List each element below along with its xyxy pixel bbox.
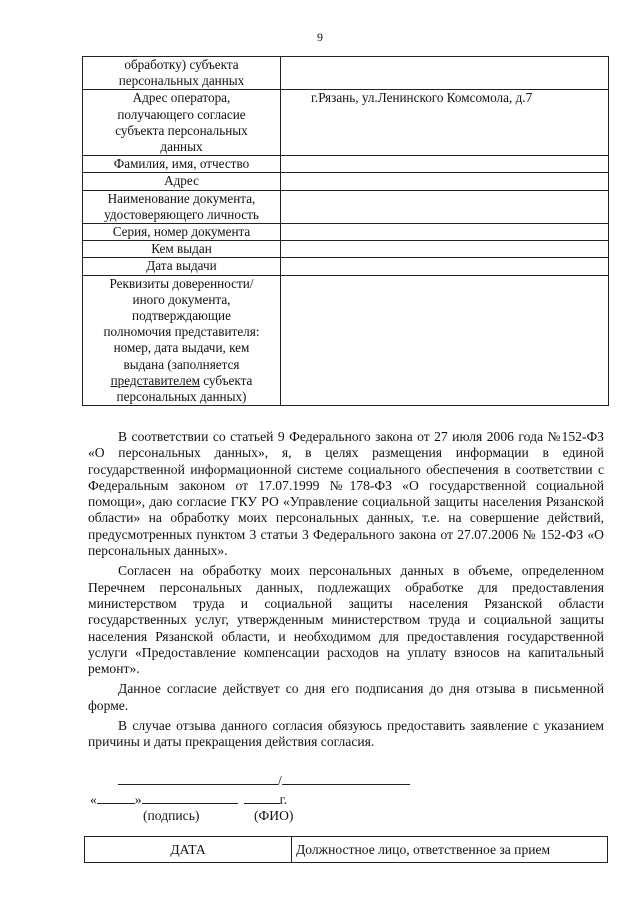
field-value[interactable]	[281, 275, 609, 406]
paragraph-legal-basis: В соответствии со статьей 9 Федерального закона от 27 июля 2006 года №152-ФЗ «О персональных данных», я, в целях размещения информации в единой государственной информационной системе социального обеспечения в соответствии с Федеральным законом от 17.07.1999 №178-ФЗ «О государственной социальной помощи», даю согласие ГКУ РО «Управление социальной защиты населения Рязанской области» на обработку моих персональных данных, т.е. на совершение действий, предусмотренных пунктом 3 статьи 3 Федерального закона от 27.07.2006 № 152-ФЗ «О персональных данных».	[88, 429, 604, 559]
field-value[interactable]	[281, 57, 609, 90]
table-row	[83, 156, 609, 173]
paragraph-validity: Данное согласие действует со дня его подписания до дня отзыва в письменной форме.	[88, 681, 604, 713]
personal-data-table	[82, 56, 609, 406]
field-label-line: персональных данных)	[116, 389, 247, 405]
quote-close: »	[134, 792, 142, 807]
footer-date-cell: ДАТА	[85, 837, 292, 863]
paragraph-consent-scope: Согласен на обработку моих персональных данных в объеме, определенном Перечнем персональных данных, подлежащих обработке для предоставления министерством труда и социальной защиты населения Рязанской области государственных услуг, утвержденным министерством труда и социальной защиты населения Рязанской области, и необходимом для предоставления государственной услуги «Предоставление компенсации расходов на уплату взносов на капитальный ремонт».	[88, 563, 604, 677]
table-row	[83, 173, 609, 190]
consent-text	[88, 429, 604, 755]
paragraph-withdrawal: В случае отзыва данного согласия обязуюсь предоставить заявление с указанием причины и даты прекращения действия согласия.	[88, 718, 604, 750]
field-value[interactable]	[281, 224, 609, 241]
field-value[interactable]	[281, 258, 609, 275]
field-label	[83, 173, 281, 190]
date-line[interactable]	[90, 791, 287, 808]
field-label-line: персональных данных	[118, 73, 245, 89]
field-label-line: Адрес	[164, 173, 199, 189]
acceptance-table	[84, 836, 608, 863]
field-label-line: номер, дата выдачи, кем	[113, 340, 250, 356]
field-label-line: Дата выдачи	[146, 258, 217, 274]
field-label	[83, 190, 281, 223]
field-label-line: Кем выдан	[151, 241, 212, 257]
field-label-line: Серия, номер документа	[112, 224, 251, 240]
field-label-line: обработку) субъекта	[124, 57, 239, 72]
field-label-line: представителем субъекта	[110, 372, 253, 388]
year-suffix: г.	[279, 792, 288, 807]
field-label	[83, 275, 281, 406]
footer-official-cell: Должностное лицо, ответственное за прием	[292, 837, 608, 863]
table-row	[83, 275, 609, 406]
field-label	[83, 90, 281, 156]
field-label	[83, 57, 281, 90]
field-label-line: удостоверяющего личность	[104, 206, 259, 222]
field-label-line: субъекта персональных	[115, 122, 248, 138]
field-value[interactable]	[281, 173, 609, 190]
field-value[interactable]: г.Рязань, ул.Ленинского Комсомола, д.7	[281, 90, 609, 156]
caption-name: (ФИО)	[254, 808, 294, 823]
field-label	[83, 156, 281, 173]
table-row	[83, 90, 609, 156]
table-row	[83, 241, 609, 258]
field-label-line: иного документа,	[132, 291, 231, 307]
table-row	[83, 224, 609, 241]
field-value[interactable]	[281, 156, 609, 173]
table-row	[83, 190, 609, 223]
field-label-line: Наименование документа,	[107, 190, 256, 206]
field-label-line: Реквизиты доверенности/	[109, 275, 254, 291]
field-label-line: выдана (заполняется	[123, 356, 240, 372]
signature-slash: /	[278, 773, 282, 788]
table-row	[83, 258, 609, 275]
table-row	[83, 57, 609, 90]
caption-signature: (подпись)	[143, 808, 200, 823]
signature-line[interactable]	[118, 772, 410, 789]
field-label-line: данных	[160, 139, 203, 155]
field-label-line: Адрес оператора,	[132, 90, 231, 106]
field-label-line: подтверждающие	[132, 308, 231, 324]
quote-open: «	[90, 792, 97, 807]
page-number: 9	[317, 30, 323, 44]
field-label-line: получающего согласие	[117, 106, 246, 122]
field-label	[83, 258, 281, 275]
field-label	[83, 241, 281, 258]
field-label-line: Фамилия, имя, отчество	[113, 156, 250, 172]
field-label	[83, 224, 281, 241]
field-value[interactable]	[281, 241, 609, 258]
field-value[interactable]	[281, 190, 609, 223]
field-label-line: полномочия представителя:	[103, 324, 260, 340]
